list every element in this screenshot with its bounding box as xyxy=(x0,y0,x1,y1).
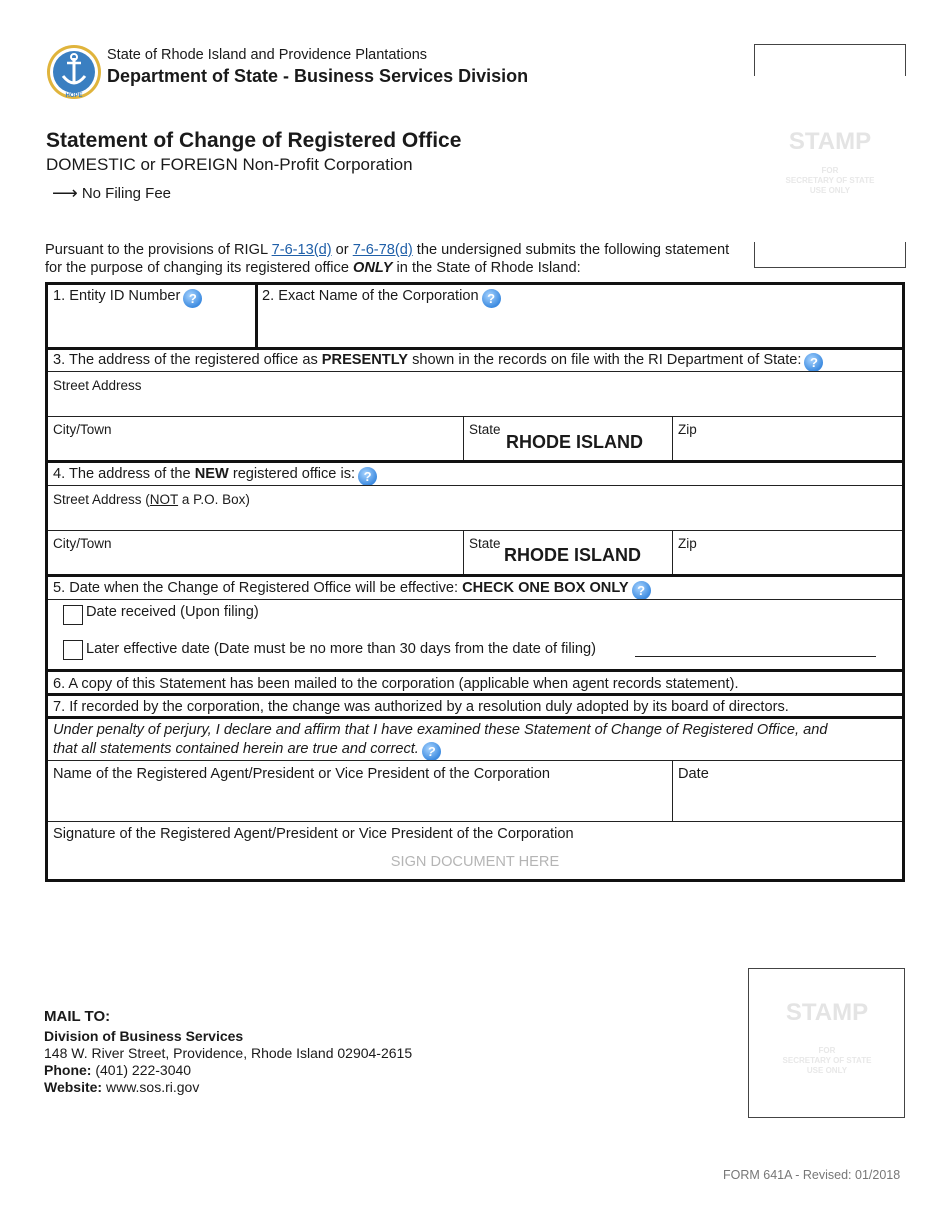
help-icon-corp-name[interactable]: ? xyxy=(482,289,501,308)
present-state-label: State xyxy=(469,422,501,437)
later-date-checkbox[interactable] xyxy=(63,640,83,660)
stamp-note-bottom-2: SECRETARY OF STATE xyxy=(782,1056,872,1065)
form-title: Statement of Change of Registered Office xyxy=(46,129,462,152)
form-table xyxy=(45,282,905,882)
perjury-line-1: Under penalty of perjury, I declare and affirm that I have examined these Statement of Change of Registered Office, and xyxy=(53,722,828,738)
new-address-label: 4. The address of the NEW registered office is: ? xyxy=(53,466,377,486)
intro-text: Pursuant to the provisions of RIGL 7-6-13(d) or 7-6-78(d) the undersigned submits the following statement for the purpose of changing its registered office ONLY in the State of Rhode Island: xyxy=(45,242,730,276)
stamp-note-bottom-1: FOR xyxy=(818,1046,836,1055)
form-subtitle: DOMESTIC or FOREIGN Non-Profit Corporation xyxy=(46,155,413,174)
filing-fee: ⟶ No Filing Fee xyxy=(52,183,172,203)
agent-name-label: Name of the Registered Agent/President or Vice President of the Corporation xyxy=(53,766,551,782)
mail-to-heading: MAIL TO: xyxy=(44,1008,111,1025)
arrow-right-icon: ⟶ xyxy=(52,183,78,203)
stamp-note-3: USE ONLY xyxy=(809,186,851,195)
stamp-note-bottom-3: USE ONLY xyxy=(806,1066,848,1075)
help-icon-new-address[interactable]: ? xyxy=(358,467,377,486)
present-state-value: RHODE ISLAND xyxy=(506,432,644,452)
new-street-label: Street Address (NOT a P.O. Box) xyxy=(53,492,250,507)
mail-to-block xyxy=(44,1008,412,1096)
date-label: Date xyxy=(678,766,709,782)
department-name: Department of State - Business Services Division xyxy=(107,66,529,86)
help-icon-present-address[interactable]: ? xyxy=(804,353,823,372)
new-state-label: State xyxy=(469,536,501,551)
signature-label: Signature of the Registered Agent/President or Vice President of the Corporation xyxy=(53,826,574,842)
resolution-text: 7. If recorded by the corporation, the change was authorized by a resolution duly adopted by its board of directors. xyxy=(53,699,789,715)
phone-line: Phone: (401) 222-3040 xyxy=(44,1062,192,1078)
stamp-box-bottom xyxy=(748,968,905,1118)
stamp-note-2: SECRETARY OF STATE xyxy=(785,176,875,185)
form-number: FORM 641A - Revised: 01/2018 xyxy=(723,1168,901,1182)
later-date-field[interactable] xyxy=(635,656,876,657)
seal-motto: HOPE xyxy=(65,93,83,99)
state-name: State of Rhode Island and Providence Plantations xyxy=(107,47,428,63)
entity-id-label: 1. Entity ID Number ? xyxy=(53,288,202,308)
corporation-name-label: 2. Exact Name of the Corporation ? xyxy=(262,288,501,308)
help-icon-perjury[interactable]: ? xyxy=(422,742,441,761)
stamp-box-top xyxy=(754,44,906,268)
present-street-label: Street Address xyxy=(53,378,142,393)
new-state-value: RHODE ISLAND xyxy=(504,545,642,565)
state-seal-icon xyxy=(46,44,102,100)
perjury-line-2: that all statements contained herein are true and correct. ? xyxy=(53,741,441,761)
present-zip-label: Zip xyxy=(678,422,697,437)
stamp-word: STAMP xyxy=(788,128,872,155)
division-name: Division of Business Services xyxy=(44,1028,244,1044)
upon-filing-label: Date received (Upon filing) xyxy=(86,604,259,620)
sign-document-here[interactable]: SIGN DOCUMENT HERE xyxy=(390,854,560,870)
new-city-label: City/Town xyxy=(53,536,112,551)
later-date-label: Later effective date (Date must be no more than 30 days from the date of filing) xyxy=(86,641,596,657)
present-city-label: City/Town xyxy=(53,422,112,437)
upon-filing-checkbox[interactable] xyxy=(63,605,83,625)
stamp-note-1: FOR xyxy=(821,166,839,175)
stamp-word-bottom: STAMP xyxy=(785,999,869,1026)
help-icon-entity-id[interactable]: ? xyxy=(183,289,202,308)
mailing-address: 148 W. River Street, Providence, Rhode Island 02904-2615 xyxy=(44,1045,413,1061)
statement-mailed-text: 6. A copy of this Statement has been mailed to the corporation (applicable when agent records statement). xyxy=(53,676,739,692)
effective-date-label: 5. Date when the Change of Registered Office will be effective: CHECK ONE BOX ONLY ? xyxy=(53,580,651,600)
help-icon-effective-date[interactable]: ? xyxy=(632,581,651,600)
rigl-link-7-6-78d[interactable]: 7-6-78(d) xyxy=(352,242,413,258)
present-address-label: 3. The address of the registered office as PRESENTLY shown in the records on file with the RI Department of State: ? xyxy=(53,352,823,372)
website-line: Website: www.sos.ri.gov xyxy=(44,1079,200,1095)
rigl-link-7-6-13d[interactable]: 7-6-13(d) xyxy=(271,242,332,258)
new-zip-label: Zip xyxy=(678,536,697,551)
